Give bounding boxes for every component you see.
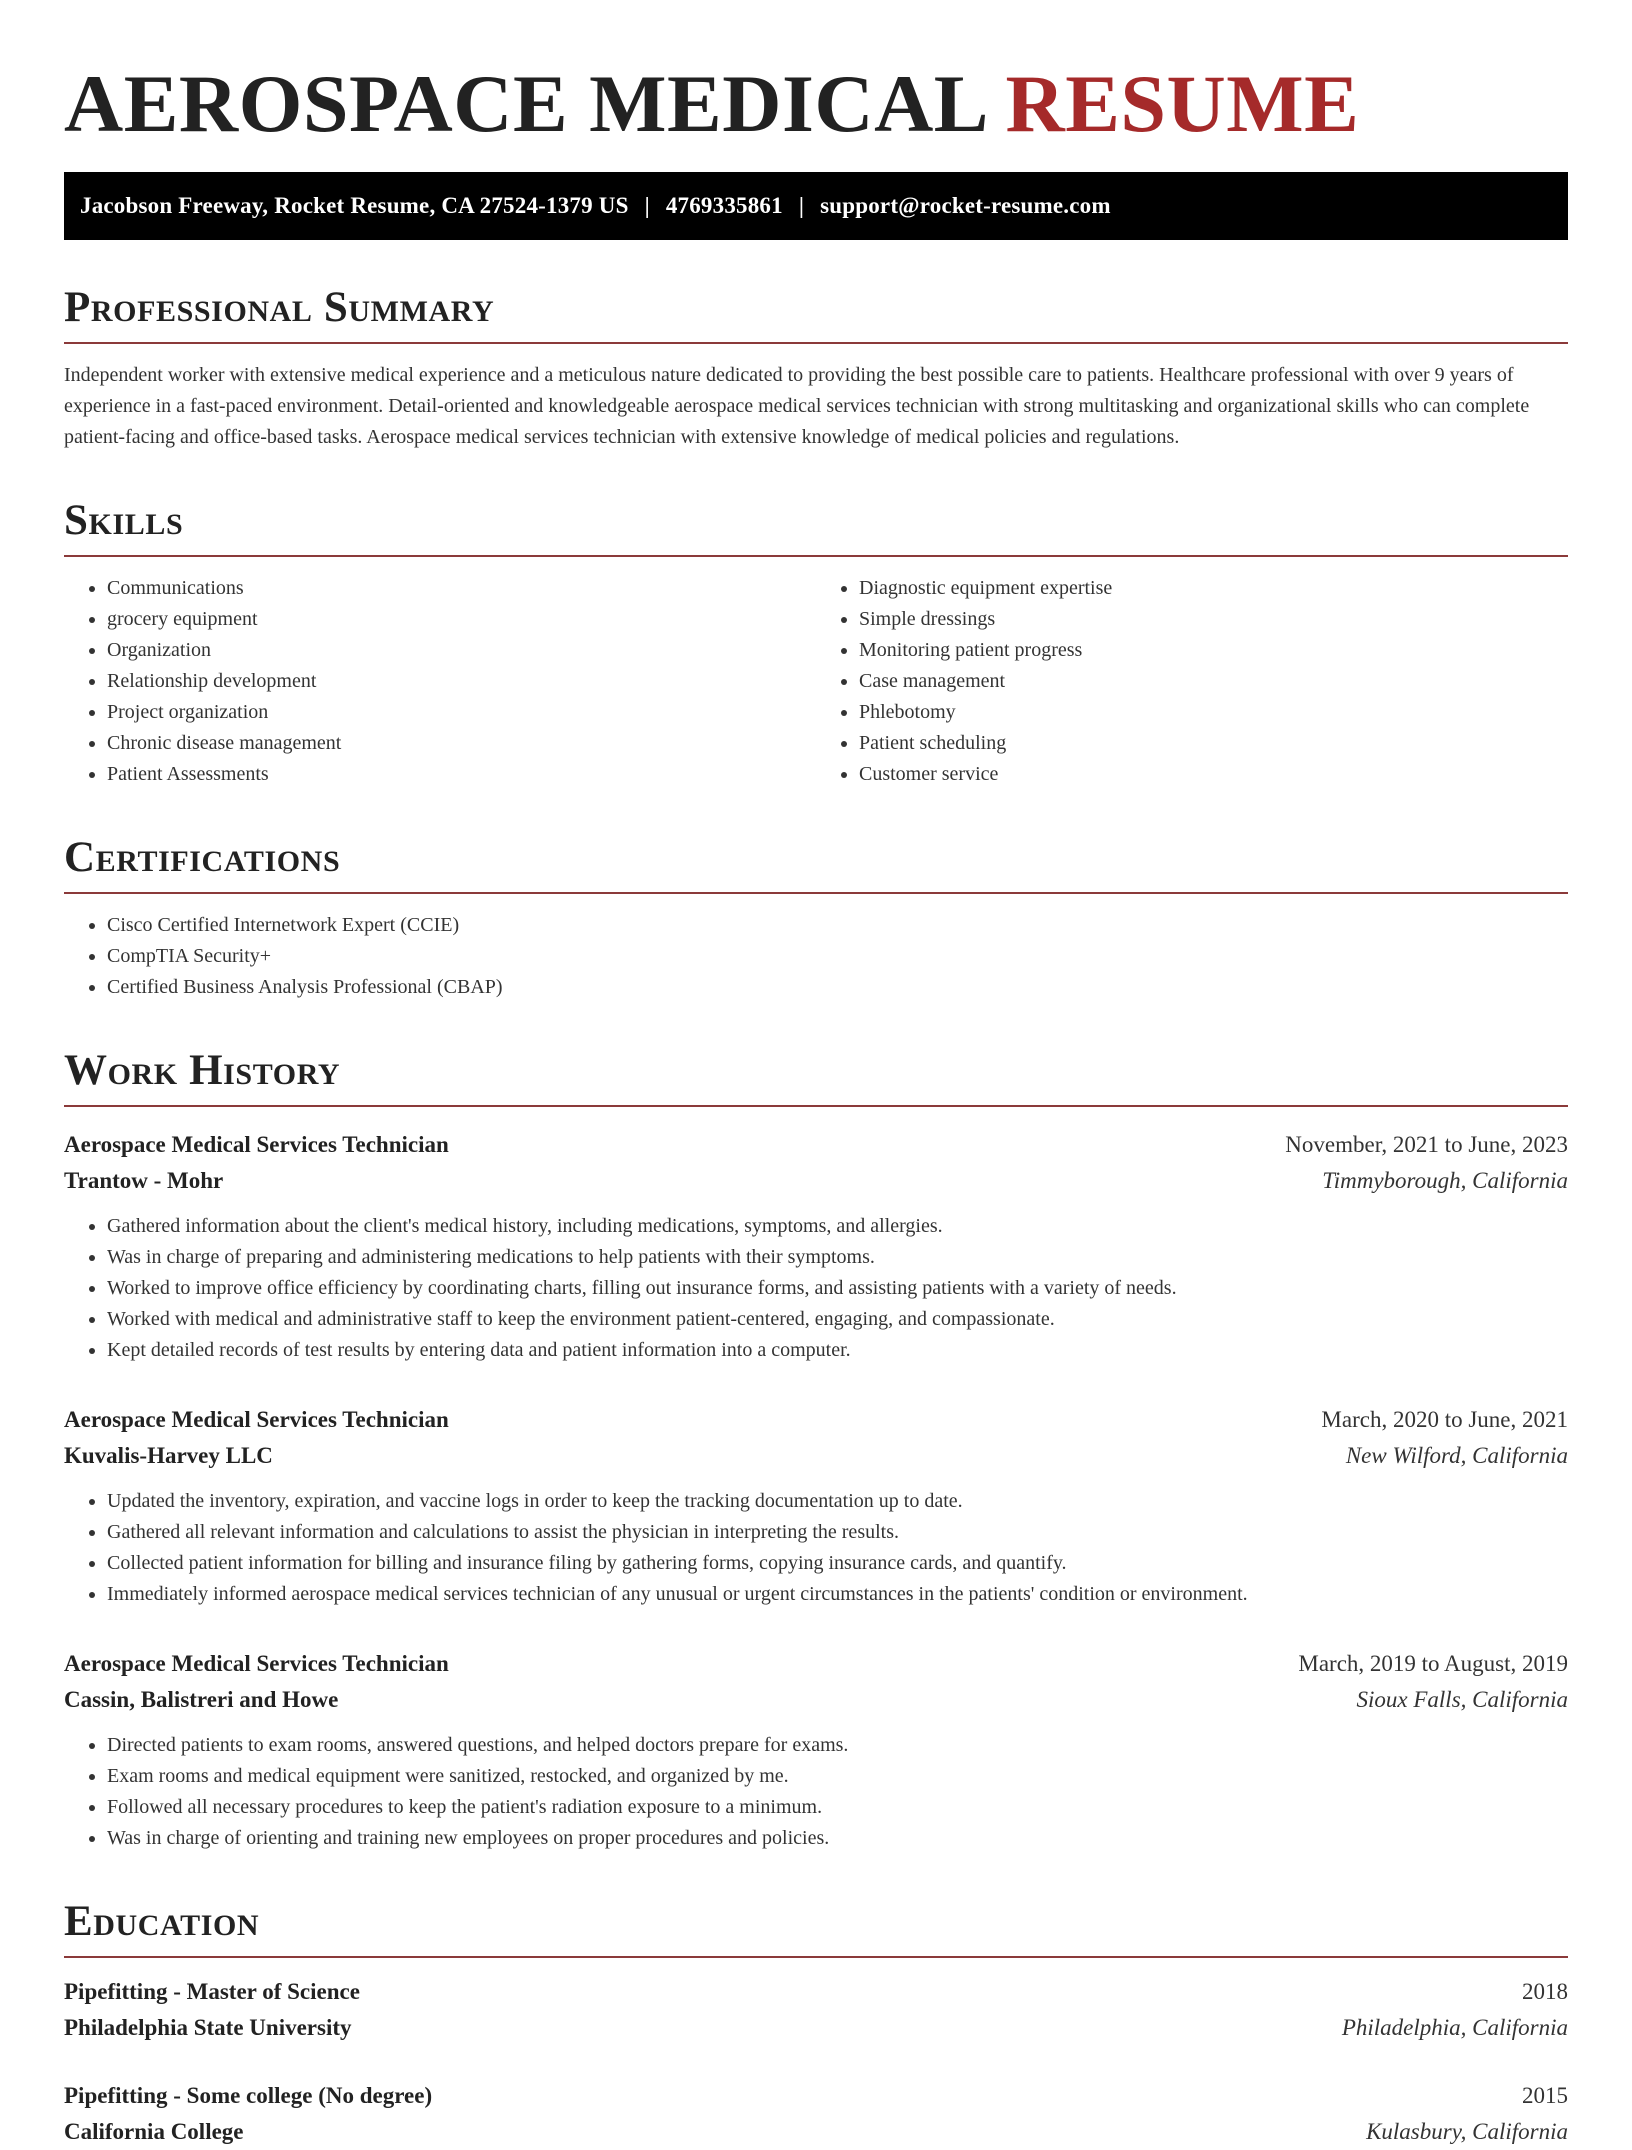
skill-item: • Customer service [859, 759, 1568, 790]
education-school: California College [64, 2119, 244, 2144]
job-duty: • Collected patient information for billing and insurance filing by gathering forms, copying insurance cards, and quantify. [107, 1548, 1568, 1579]
skills-left-list [64, 573, 816, 790]
education-heading: Education [64, 1900, 1568, 1958]
skill-item: • Chronic disease management [107, 728, 816, 759]
skill-item: • Organization [107, 635, 816, 666]
skill-item: • Simple dressings [859, 604, 1568, 635]
job-title-row [64, 1402, 1568, 1438]
education-school: Philadelphia State University [64, 2015, 352, 2040]
job-title-row [64, 1127, 1568, 1163]
job-dates: November, 2021 to June, 2023 [1285, 1132, 1568, 1157]
job-duties-list [64, 1211, 1568, 1366]
education-school-row [64, 2114, 1568, 2150]
job-title-row [64, 1646, 1568, 1682]
job-company-row [64, 1163, 1568, 1199]
certification-item: • CompTIA Security+ [107, 941, 1568, 972]
job-company: Cassin, Balistreri and Howe [64, 1687, 339, 1712]
job-duty: • Worked to improve office efficiency by coordinating charts, filling out insurance forms, and assisting patients with a variety of needs. [107, 1273, 1568, 1304]
skill-item: • Relationship development [107, 666, 816, 697]
job-dates: March, 2020 to June, 2021 [1321, 1407, 1568, 1432]
job-location: Sioux Falls, California [1356, 1687, 1568, 1712]
contact-separator: | [644, 193, 650, 218]
skills-grid [64, 557, 1568, 790]
education-degree: Pipefitting - Some college (No degree) [64, 2083, 433, 2108]
certifications-list [64, 910, 1568, 1003]
skill-item: • Monitoring patient progress [859, 635, 1568, 666]
job-duties-list [64, 1730, 1568, 1854]
job-duties-list [64, 1486, 1568, 1610]
certification-item: • Certified Business Analysis Professional (CBAP) [107, 972, 1568, 1003]
certifications-heading: Certifications [64, 836, 1568, 894]
contact-bar [64, 172, 1568, 240]
job-duty: • Gathered information about the client's medical history, including medications, symptoms, and allergies. [107, 1211, 1568, 1242]
job-location: New Wilford, California [1345, 1443, 1568, 1468]
job-dates: March, 2019 to August, 2019 [1298, 1651, 1568, 1676]
skills-right-list [816, 573, 1568, 790]
education-degree-row [64, 1974, 1568, 2010]
summary-text: Independent worker with extensive medical experience and a meticulous nature dedicated to providing the best possible care to patients. Healthcare professional with over 9 years of experience in a fast-paced environment. Detail-oriented and knowledgeable aerospace medical services technician with strong multitasking and organizational skills who can complete patient-facing and office-based tasks. Aerospace medical services technician with extensive knowledge of medical policies and regulations. [64, 364, 1530, 448]
skills-heading: Skills [64, 499, 1568, 557]
education-location: Kulasbury, California [1366, 2119, 1568, 2144]
title-main: AEROSPACE MEDICAL [64, 58, 985, 149]
job-company: Kuvalis-Harvey LLC [64, 1443, 273, 1468]
job-duty: • Exam rooms and medical equipment were sanitized, restocked, and organized by me. [107, 1761, 1568, 1792]
skill-item: • Diagnostic equipment expertise [859, 573, 1568, 604]
education-year: 2018 [1522, 1979, 1568, 2004]
skill-item: • Phlebotomy [859, 697, 1568, 728]
job-duty: • Kept detailed records of test results by entering data and patient information into a computer. [107, 1335, 1568, 1366]
education-entry [64, 2078, 1568, 2150]
skill-item: • Patient Assessments [107, 759, 816, 790]
job-duty: • Gathered all relevant information and calculations to assist the physician in interpreting the results. [107, 1517, 1568, 1548]
summary-heading: Professional Summary [64, 286, 1568, 344]
job-company-row [64, 1438, 1568, 1474]
job-entry [64, 1127, 1568, 1366]
education-location: Philadelphia, California [1341, 2015, 1568, 2040]
contact-phone: 4769335861 [665, 193, 783, 218]
job-company-row [64, 1682, 1568, 1718]
contact-email: support@rocket-resume.com [820, 193, 1111, 218]
education-year: 2015 [1522, 2083, 1568, 2108]
job-title: Aerospace Medical Services Technician [64, 1651, 449, 1676]
skill-item: • grocery equipment [107, 604, 816, 635]
job-duty: • Directed patients to exam rooms, answered questions, and helped doctors prepare for exams. [107, 1730, 1568, 1761]
skill-item: • Case management [859, 666, 1568, 697]
skill-item: • Patient scheduling [859, 728, 1568, 759]
job-entry [64, 1646, 1568, 1854]
job-title: Aerospace Medical Services Technician [64, 1132, 449, 1157]
contact-separator: | [798, 193, 805, 218]
job-entry [64, 1402, 1568, 1610]
job-duty: • Updated the inventory, expiration, and vaccine logs in order to keep the tracking documentation up to date. [107, 1486, 1568, 1517]
resume-title [64, 60, 1568, 148]
work-history-heading: Work History [64, 1049, 1568, 1107]
job-location: Timmyborough, California [1322, 1168, 1568, 1193]
job-duty: • Was in charge of preparing and administering medications to help patients with their symptoms. [107, 1242, 1568, 1273]
skill-item: • Communications [107, 573, 816, 604]
education-entry [64, 1974, 1568, 2046]
job-duty: • Followed all necessary procedures to keep the patient's radiation exposure to a minimum. [107, 1792, 1568, 1823]
education-school-row [64, 2010, 1568, 2046]
certification-item: • Cisco Certified Internetwork Expert (CCIE) [107, 910, 1568, 941]
title-accent: RESUME [1005, 58, 1360, 149]
job-duty: • Immediately informed aerospace medical services technician of any unusual or urgent circumstances in the patients' condition or environment. [107, 1579, 1568, 1610]
contact-address: Jacobson Freeway, Rocket Resume, CA 27524-1379 US [80, 193, 629, 218]
education-degree-row [64, 2078, 1568, 2114]
education-degree: Pipefitting - Master of Science [64, 1979, 360, 2004]
job-duty: • Was in charge of orienting and training new employees on proper procedures and policies. [107, 1823, 1568, 1854]
job-title: Aerospace Medical Services Technician [64, 1407, 449, 1432]
job-company: Trantow - Mohr [64, 1168, 224, 1193]
job-duty: • Worked with medical and administrative staff to keep the environment patient-centered, engaging, and compassionate. [107, 1304, 1568, 1335]
skill-item: • Project organization [107, 697, 816, 728]
